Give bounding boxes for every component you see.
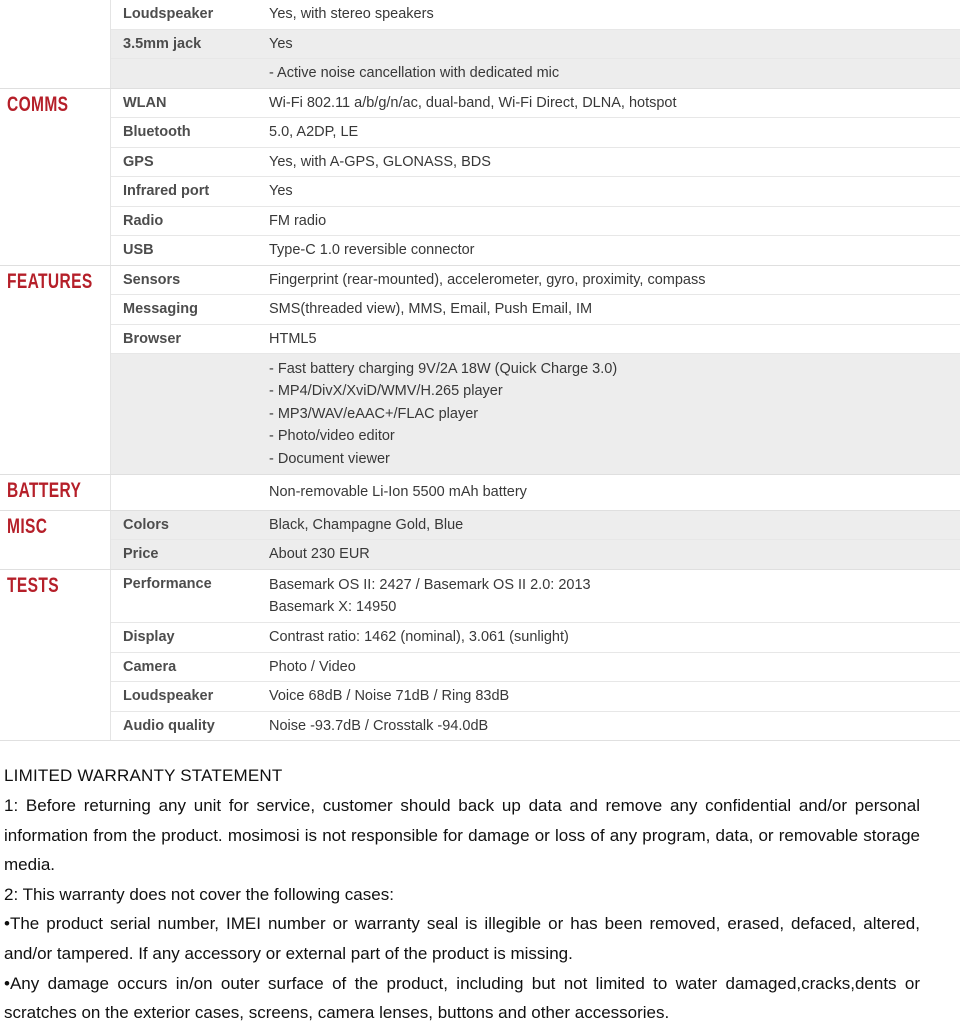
spec-row — [111, 711, 960, 741]
spec-rows — [110, 511, 960, 569]
spec-section — [0, 88, 960, 265]
spec-value-line: - MP3/WAV/eAAC+/FLAC player — [269, 405, 479, 422]
section-title: FEATURES — [7, 269, 93, 293]
section-title: MISC — [7, 514, 48, 538]
spec-value-cell: Yes — [269, 35, 293, 52]
spec-row — [111, 570, 960, 623]
spec-row — [111, 117, 960, 147]
warranty-paragraph: 2: This warranty does not cover the following cases: — [4, 884, 394, 904]
spec-row — [111, 58, 960, 88]
spec-rows — [110, 0, 960, 88]
spec-row — [111, 176, 960, 206]
spec-rows — [110, 475, 960, 510]
spec-row — [111, 235, 960, 265]
spec-label-cell — [111, 354, 269, 364]
spec-rows — [110, 266, 960, 475]
spec-value-cell: FM radio — [269, 212, 327, 229]
warranty-paragraph: 1: Before returning any unit for service, customer should back up data and remove any confidential and/or personal information from the product. mosimosi is not responsible for damage or loss of any program, data, or removable storage media. — [4, 795, 920, 875]
spec-value-cell: SMS(threaded view), MMS, Email, Push Email, IM — [269, 301, 593, 317]
spec-row — [111, 294, 960, 324]
spec-row — [111, 681, 960, 711]
spec-value-line: - Photo/video editor — [269, 428, 395, 445]
spec-row — [111, 0, 960, 29]
section-title: BATTERY — [7, 479, 82, 503]
spec-value-cell: Yes, with A-GPS, GLONASS, BDS — [269, 153, 491, 170]
warranty-paragraph: •Any damage occurs in/on outer surface of the product, including but not limited to water damaged,cracks,dents or scratches on the exterior cases, screens, camera lenses, buttons and other accessories. — [4, 973, 920, 1023]
spec-label-cell: 3.5mm jack — [123, 35, 202, 52]
spec-row — [111, 29, 960, 59]
spec-row — [111, 89, 960, 118]
spec-section — [0, 510, 960, 569]
spec-label-cell: Audio quality — [123, 717, 215, 734]
spec-value-line: - MP4/DivX/XviD/WMV/H.265 player — [269, 383, 503, 400]
spec-value-line: - Fast battery charging 9V/2A 18W (Quick Charge 3.0) — [269, 361, 618, 377]
spec-value-line: Basemark X: 14950 — [269, 598, 397, 615]
warranty-statement — [4, 761, 920, 1027]
spec-label-cell: Messaging — [123, 301, 198, 317]
spec-row — [111, 652, 960, 682]
spec-rows — [110, 570, 960, 741]
spec-row — [111, 206, 960, 236]
spec-row — [111, 475, 960, 510]
spec-value-line: Basemark OS II: 2427 / Basemark OS II 2.0: 2013 — [269, 576, 591, 593]
spec-value-cell: Contrast ratio: 1462 (nominal), 3.061 (sunlight) — [269, 629, 569, 646]
spec-label-cell — [111, 59, 269, 69]
spec-label-cell: Sensors — [123, 271, 181, 288]
spec-value-cell: - Active noise cancellation with dedicated mic — [269, 65, 560, 81]
spec-value-cell: Fingerprint (rear-mounted), accelerometer, gyro, proximity, compass — [269, 271, 706, 288]
spec-value-cell: Photo / Video — [269, 658, 356, 675]
spec-row — [111, 511, 960, 540]
spec-value-cell — [269, 354, 960, 474]
spec-section — [0, 569, 960, 741]
spec-section — [0, 474, 960, 510]
spec-value-cell: Voice 68dB / Noise 71dB / Ring 83dB — [269, 688, 510, 705]
spec-row — [111, 324, 960, 354]
spec-value-cell: Yes, with stereo speakers — [269, 6, 434, 22]
spec-row — [111, 622, 960, 652]
spec-value-cell: HTML5 — [269, 330, 317, 347]
spec-label-cell: Performance — [123, 575, 212, 592]
spec-row — [111, 539, 960, 569]
spec-label-cell: Browser — [123, 330, 182, 347]
spec-row — [111, 353, 960, 474]
spec-value-cell: Wi-Fi 802.11 a/b/g/n/ac, dual-band, Wi-Fi Direct, DLNA, hotspot — [269, 94, 677, 111]
warranty-paragraph: •The product serial number, IMEI number or warranty seal is illegible or has been removed, erased, defaced, altered, and/or tampered. If any accessory or external part of the product is missing. — [4, 914, 920, 963]
spec-label-cell: Display — [123, 629, 175, 646]
spec-value-cell: Yes — [269, 183, 293, 199]
spec-row — [111, 147, 960, 177]
spec-label-cell: Loudspeaker — [123, 6, 214, 22]
spec-row — [111, 266, 960, 295]
spec-value-cell: Non-removable Li-Ion 5500 mAh battery — [269, 484, 527, 501]
spec-label-cell: Price — [123, 546, 159, 563]
warranty-heading: LIMITED WARRANTY STATEMENT — [4, 766, 283, 786]
spec-label-cell: GPS — [123, 153, 154, 170]
warranty-paragraphs — [4, 791, 920, 1028]
spec-label-cell: Colors — [123, 516, 169, 533]
spec-section — [0, 265, 960, 475]
spec-value-cell: Black, Champagne Gold, Blue — [269, 516, 464, 533]
spec-value-cell: 5.0, A2DP, LE — [269, 124, 359, 140]
spec-label-cell: Radio — [123, 212, 164, 229]
spec-value-cell: About 230 EUR — [269, 546, 370, 563]
spec-value-cell — [269, 570, 960, 623]
spec-label-cell: Infrared port — [123, 183, 210, 199]
spec-label-cell — [111, 475, 269, 491]
spec-label-cell: Camera — [123, 658, 177, 675]
spec-label-cell: WLAN — [123, 94, 167, 111]
spec-label-cell: Bluetooth — [123, 124, 191, 140]
spec-value-cell: Noise -93.7dB / Crosstalk -94.0dB — [269, 717, 489, 734]
spec-label-cell: Loudspeaker — [123, 688, 214, 705]
spec-section — [0, 0, 960, 88]
section-title: TESTS — [7, 573, 59, 597]
section-title: COMMS — [7, 92, 69, 116]
spec-value-cell: Type-C 1.0 reversible connector — [269, 242, 475, 258]
spec-label-cell: USB — [123, 242, 154, 258]
spec-value-line: - Document viewer — [269, 450, 390, 467]
spec-rows — [110, 89, 960, 265]
